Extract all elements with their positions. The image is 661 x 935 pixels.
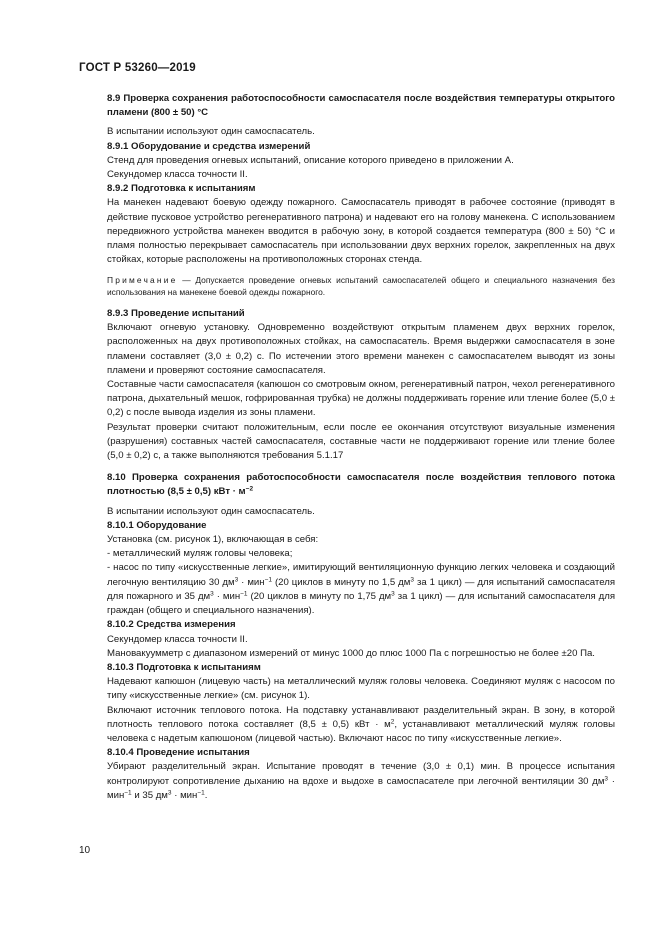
section-8-9-1-title: 8.9.1 Оборудование и средства измерений <box>107 140 311 152</box>
section-8-10-title-text: 8.10 Проверка сохранения работоспособности самоспасателя после воздействия теплового потока плотностью (8,5 ± 0,5) кВт · м <box>107 472 615 498</box>
note <box>107 275 615 299</box>
section-8-9-3-title: 8.9.3 Проведение испытаний <box>107 308 245 320</box>
item2-part: (20 циклов в минуту по 1,5 дм <box>272 576 411 588</box>
p1-part: . <box>204 789 208 801</box>
section-8-10-3-p2 <box>107 704 615 747</box>
document-code: ГОСТ Р 53260—2019 <box>79 62 196 74</box>
sup: 3 <box>210 590 214 598</box>
item2-part: - насос по типу «искусственные легкие», имитирующий вентиляционную функцию легких человека и создающий легочную вентиляцию 30 дм <box>107 562 615 588</box>
sup: 3 <box>167 789 172 797</box>
section-8-9-1-p2: Секундомер класса точности II. <box>107 169 248 181</box>
page-number: 10 <box>79 845 91 856</box>
sup: −1 <box>264 576 273 584</box>
item2-part: · мин <box>238 576 265 588</box>
section-8-10-2-p1: Секундомер класса точности II. <box>107 633 248 645</box>
section-8-9-title: 8.9 Проверка сохранения работоспособности самоспасателя после воздействия температуры открытого пламени (800 ± 50) °С <box>107 93 615 119</box>
section-8-10-intro: В испытании используют один самоспасатель. <box>107 505 315 517</box>
sup: 3 <box>410 576 415 584</box>
p1-part: Убирают разделительный экран. Испытание проводят в течение (3,0 ± 0,1) мин. В процессе испытания контролируют сопротивление дыханию на вдохе и выдохе в самоспасателе при легочной вентиляции 30 дм <box>107 761 615 787</box>
section-8-9-2-title: 8.9.2 Подготовка к испытаниям <box>107 183 256 195</box>
section-8-10-2-title: 8.10.2 Средства измерения <box>107 619 236 631</box>
sup: −1 <box>240 590 248 598</box>
p1-part: · мин <box>171 789 198 801</box>
section-8-10-1-item2 <box>107 561 615 618</box>
sup: −1 <box>197 789 205 797</box>
p1-part: и 35 дм <box>131 789 168 801</box>
p2-part: Включают источник теплового потока. На подставку устанавливают разделительный экран. В зону, в которой плотность теплового потока составляет (8,5 ± 0,5) кВт · м <box>107 704 615 730</box>
section-8-9-1-p1: Стенд для проведения огневых испытаний, описание которого приведено в приложении А. <box>107 154 514 166</box>
section-8-10-1-item1: - металлический муляж головы человека; <box>107 548 293 560</box>
section-8-10-1-title: 8.10.1 Оборудование <box>107 519 207 531</box>
sup: 3 <box>391 590 395 598</box>
item2-part: (20 циклов в минуту по 1,75 дм <box>247 590 392 602</box>
section-8-10-1-p1: Установка (см. рисунок 1), включающая в себя: <box>107 534 319 546</box>
sup: −1 <box>124 789 132 797</box>
section-8-9-2-p1: На манекен надевают боевую одежду пожарного. Самоспасатель приводят в рабочее состояние (приводят в действие пусковое устройство регенеративного патрона) и надевают его на голову манекена. С использованием передвижного устройства манекен вводится в рабочую зону, в которой создается температура (800 ± 50) °С и пламя полностью перекрывает самоспасатель при использовании двух верхних горелок, закрепленных на двух стойках, которые расположены на противоположных сторонах стенда. <box>107 197 615 266</box>
section-8-10-4-p1 <box>107 760 615 803</box>
section-8-9-3-p1: Включают огневую установку. Одновременно воздействуют открытым пламенем двух верхних горелок, расположенных на двух противоположных стойках, на самоспасатель. Время выдержки самоспасателя в зоне пламени составляет (3,0 ± 0,2) с. По истечении этого времени манекен с самоспасателем выводят из зоны пламени и проверяют состояние самоспасателя. <box>107 322 615 376</box>
note-text: — Допускается проведение огневых испытаний самоспасателей общего и специального назначения без использования на манекене боевой одежды пожарного. <box>107 275 615 298</box>
section-8-10-title <box>107 471 615 499</box>
p1-part: · мин <box>107 775 615 801</box>
sup: 3 <box>234 576 239 584</box>
section-8-10-3-p1: Надевают капюшон (лицевую часть) на металлический муляж головы человека. Соединяют муляж с насосом по типу «искусственные легкие» (см. рисунок 1). <box>107 676 615 702</box>
item2-part: · мин <box>213 590 241 602</box>
section-8-10-title-sup: −2 <box>245 485 254 493</box>
item2-part: за 1 цикл) — для испытаний самоспасателя для граждан (общего и специального назначения). <box>107 590 616 617</box>
section-8-9-3-p2: Составные части самоспасателя (капюшон со смотровым окном, регенеративный патрон, чехол регенеративного патрона, дыхательный мешок, гофрированная трубка) не должны поддерживать горение или тление более (5,0 ± 0,2) с после вывода изделия из зоны пламени. <box>107 379 615 419</box>
section-8-10-4-title: 8.10.4 Проведение испытания <box>107 747 250 759</box>
section-8-10-3-title: 8.10.3 Подготовка к испытаниям <box>107 661 261 673</box>
section-8-10-2-p2: Мановакуумметр с диапазоном измерений от минус 1000 до плюс 1000 Па с погрешностью не более ±20 Па. <box>107 647 595 659</box>
section-8-9-intro: В испытании используют один самоспасатель. <box>107 126 315 138</box>
document-body <box>107 92 615 803</box>
sup: 3 <box>604 775 609 783</box>
note-label: Примечание <box>107 275 178 286</box>
sup: 2 <box>390 718 395 726</box>
item2-part: за 1 цикл) — для испытаний самоспасателя для пожарного и 35 дм <box>107 576 616 602</box>
section-8-9-3-p3: Результат проверки считают положительным, если после ее окончания отсутствуют визуальные изменения (разрушения) составных частей самоспасателя, составные части не поддерживают горение или тление более (5,0 ± 0,2) с, а также выполняются требования 5.1.17 <box>107 421 615 462</box>
p2-part: , устанавливают металлический муляж головы человека с надетым капюшоном (лицевой частью). Включают насос по типу «искусственные легкие». <box>107 718 615 744</box>
